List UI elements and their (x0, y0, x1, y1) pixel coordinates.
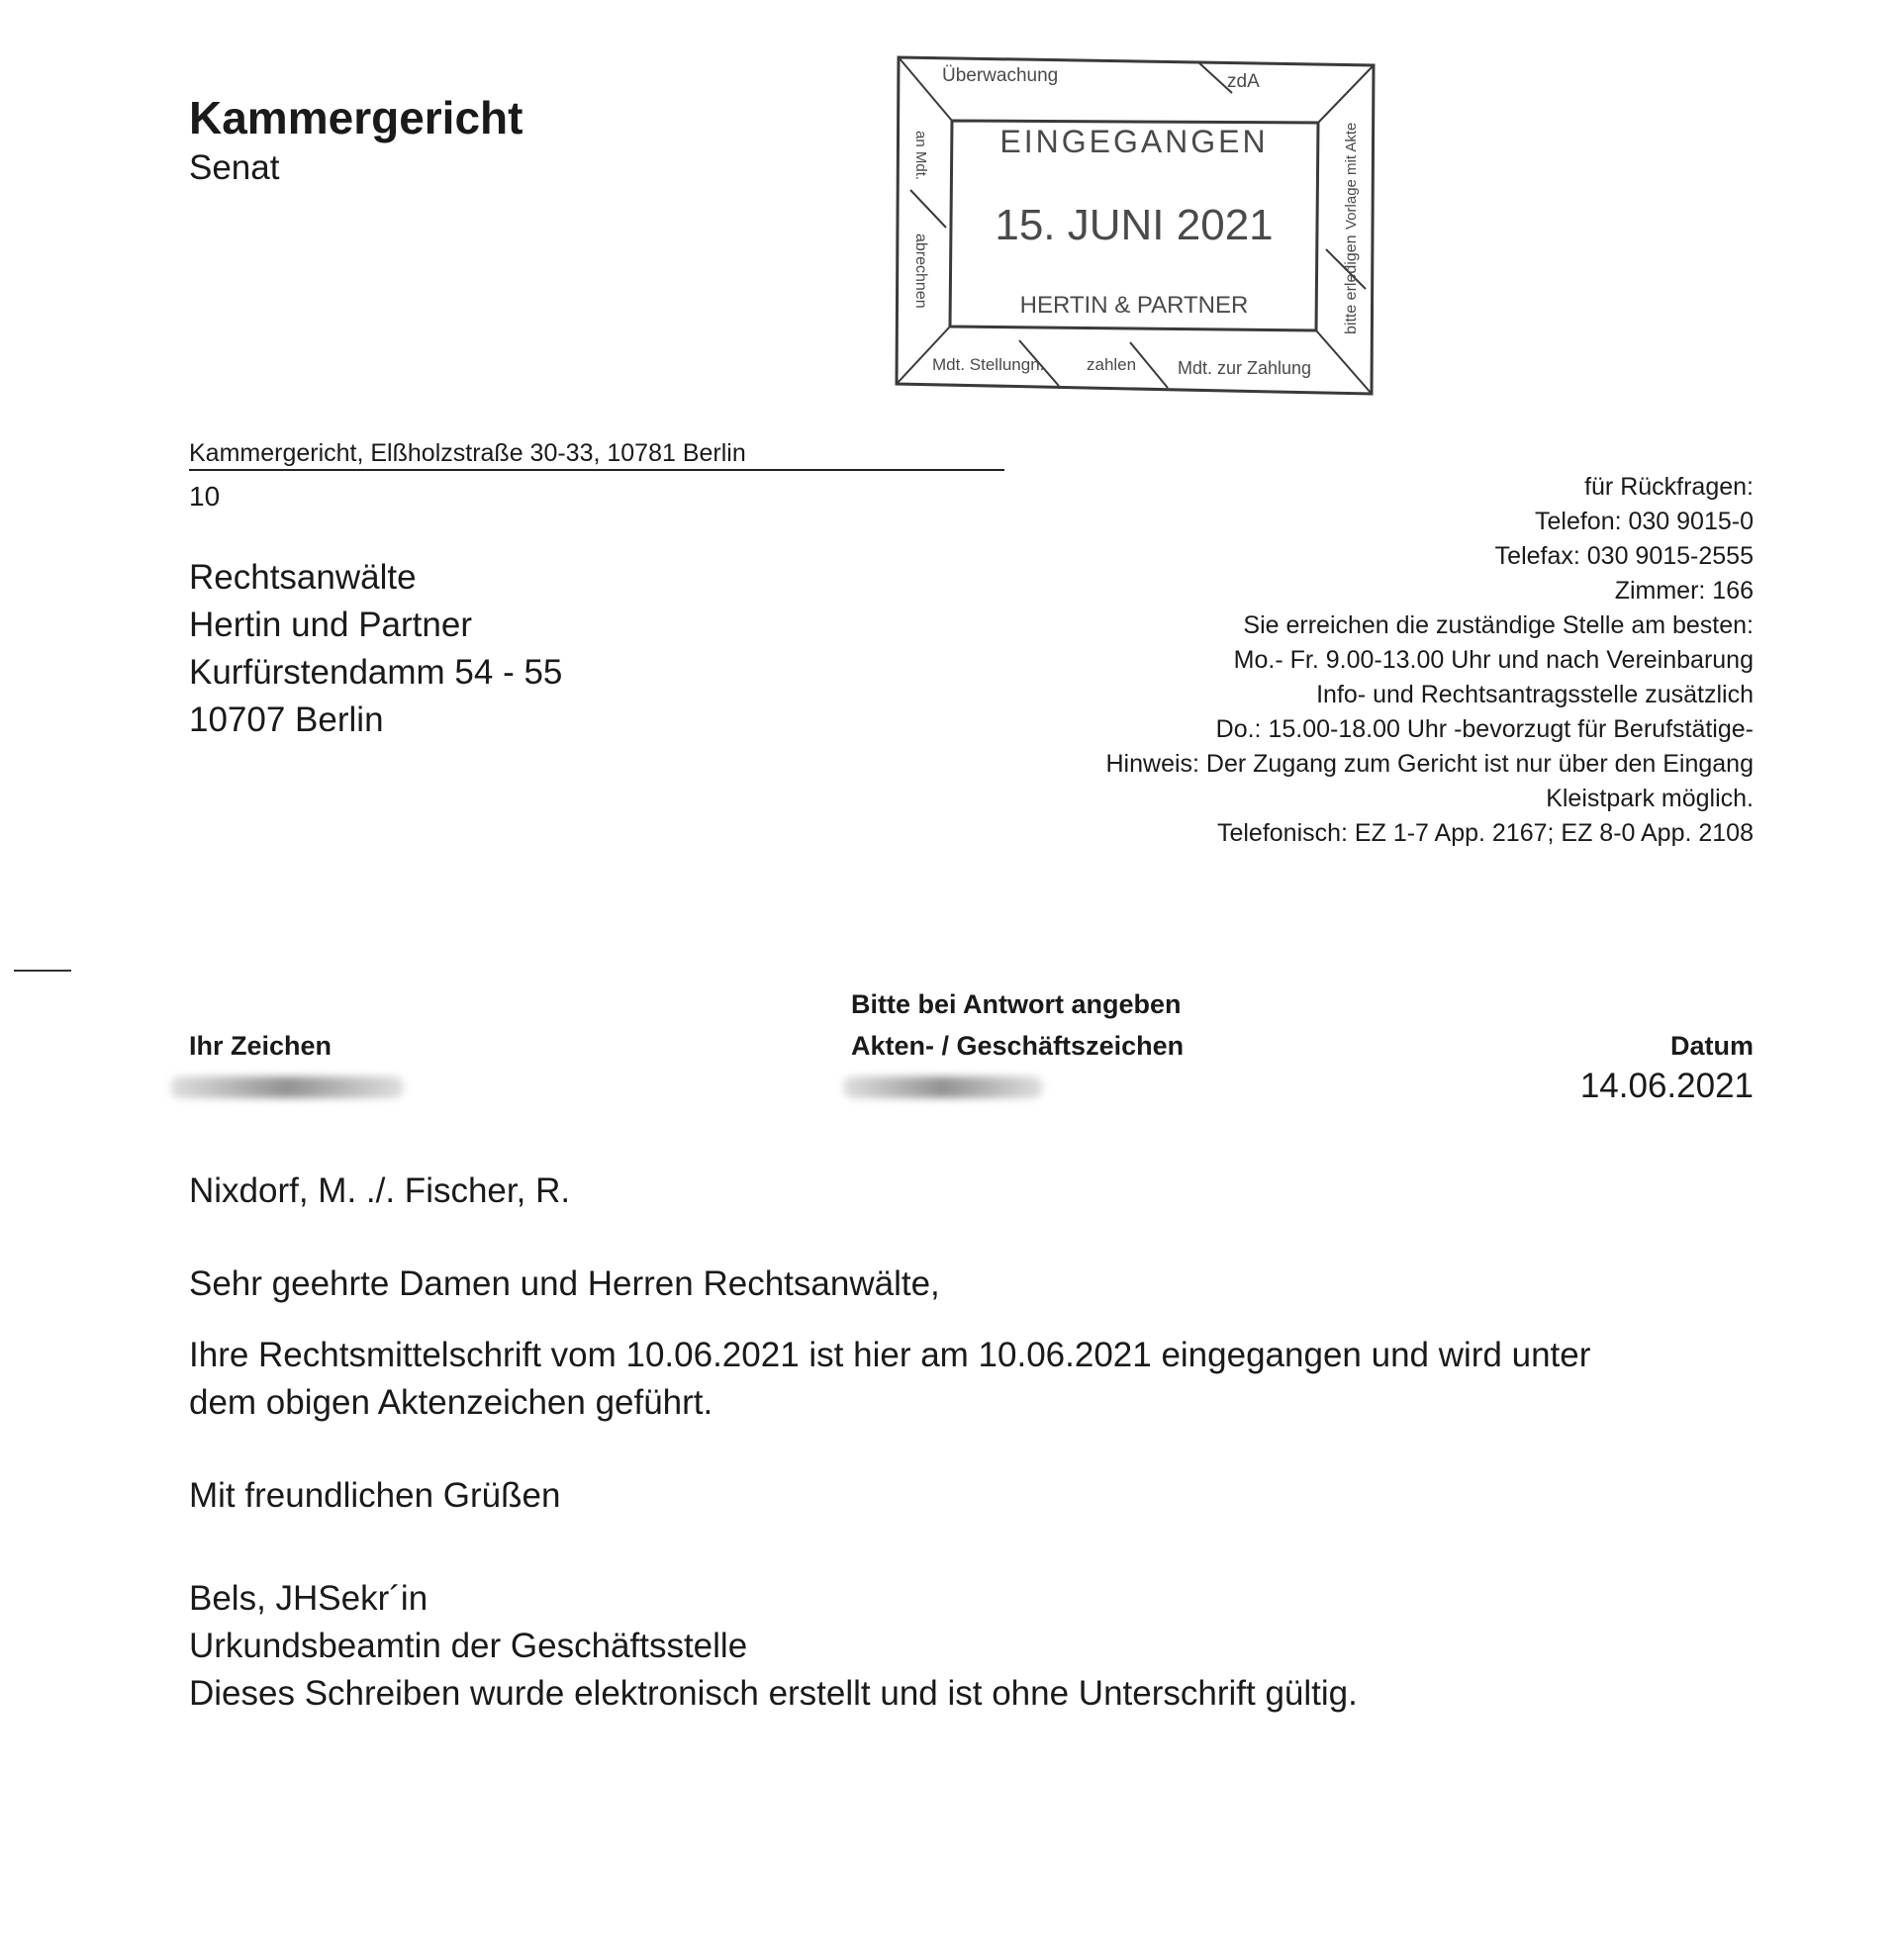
stamp-title: EINGEGANGEN (999, 124, 1269, 159)
ihr-zeichen-label: Ihr Zeichen (189, 1031, 332, 1061)
received-stamp (891, 51, 1381, 400)
signer-block (189, 1575, 1358, 1718)
stamp-label-bottom-left: Mdt. Stellungn. (932, 355, 1045, 374)
stamp-label-right-bottom: bitte erledigen (1343, 234, 1360, 334)
stamp-label-left-bottom: abrechnen (912, 233, 929, 309)
fold-mark (14, 970, 71, 972)
contact-line: für Rückfragen: (1584, 473, 1754, 501)
signer-line: Dieses Schreiben wurde elektronisch erstellt und ist ohne Unterschrift gültig. (189, 1674, 1358, 1713)
reference-note: Bitte bei Antwort angeben (851, 989, 1182, 1019)
contact-line: Hinweis: Der Zugang zum Gericht ist nur über den Eingang (1105, 750, 1754, 778)
closing: Mit freundlichen Grüßen (189, 1476, 561, 1515)
case-title: Nixdorf, M. ./. Fischer, R. (189, 1171, 571, 1210)
body-line: Ihre Rechtsmittelschrift vom 10.06.2021 ist hier am 10.06.2021 eingegangen und wird unter (189, 1336, 1591, 1374)
stamp-label-top-left: Überwachung (942, 65, 1059, 86)
salutation: Sehr geehrte Damen und Herren Rechtsanwälte, (189, 1264, 940, 1303)
contact-line: Telefonisch: EZ 1-7 App. 2167; EZ 8-0 App. 2108 (1216, 819, 1754, 847)
stamp-firm: HERTIN & PARTNER (1019, 292, 1249, 319)
datum-label: Datum (1669, 1031, 1754, 1061)
contact-line: Telefon: 030 9015-0 (1534, 508, 1754, 535)
contact-line: Sie erreichen die zuständige Stelle am besten: (1243, 611, 1754, 639)
datum-value: 14.06.2021 (1579, 1067, 1754, 1105)
court-name: Kammergericht (189, 92, 523, 143)
contact-line: Zimmer: 166 (1614, 577, 1754, 605)
contact-line: Kleistpark möglich. (1546, 785, 1754, 812)
recipient-line: Kurfürstendamm 54 - 55 (189, 653, 563, 692)
recipient-line: 10707 Berlin (189, 700, 384, 739)
stamp-label-bottom-middle: zahlen (1087, 355, 1137, 374)
contact-line: Info- und Rechtsantragsstelle zusätzlich (1316, 681, 1754, 708)
sender-rule (189, 469, 1004, 471)
contact-line: Telefax: 030 9015-2555 (1494, 542, 1754, 570)
recipient-line: Hertin und Partner (189, 606, 472, 644)
recipient-address (189, 554, 562, 744)
stamp-label-left-top: an Mdt. (912, 131, 929, 181)
signer-line: Urkundsbeamtin der Geschäftsstelle (189, 1627, 748, 1665)
stamp-label-bottom-right: Mdt. zur Zahlung (1178, 358, 1312, 378)
stamp-label-top-right: zdA (1227, 71, 1260, 92)
body-text (189, 1332, 1693, 1427)
sender-return-address: Kammergericht, Elßholzstraße 30-33, 10781 Berlin (189, 439, 746, 467)
recipient-code: 10 (189, 481, 221, 512)
aktenzeichen-redacted (843, 1076, 1043, 1098)
contact-info (1106, 470, 1755, 851)
contact-line: Mo.- Fr. 9.00-13.00 Uhr und nach Vereinbarung (1233, 646, 1754, 674)
contact-line: Do.: 15.00-18.00 Uhr -bevorzugt für Berufstätige- (1215, 715, 1754, 743)
ihr-zeichen-redacted (170, 1076, 404, 1098)
aktenzeichen-label: Akten- / Geschäftszeichen (851, 1031, 1185, 1061)
recipient-line: Rechtsanwälte (189, 558, 417, 597)
court-senate: Senat (189, 148, 280, 187)
signer-line: Bels, JHSekr´in (189, 1579, 428, 1618)
stamp-label-right-top: Vorlage mit Akte (1343, 122, 1360, 230)
body-line: dem obigen Aktenzeichen geführt. (189, 1383, 713, 1422)
stamp-date: 15. JUNI 2021 (995, 201, 1274, 249)
